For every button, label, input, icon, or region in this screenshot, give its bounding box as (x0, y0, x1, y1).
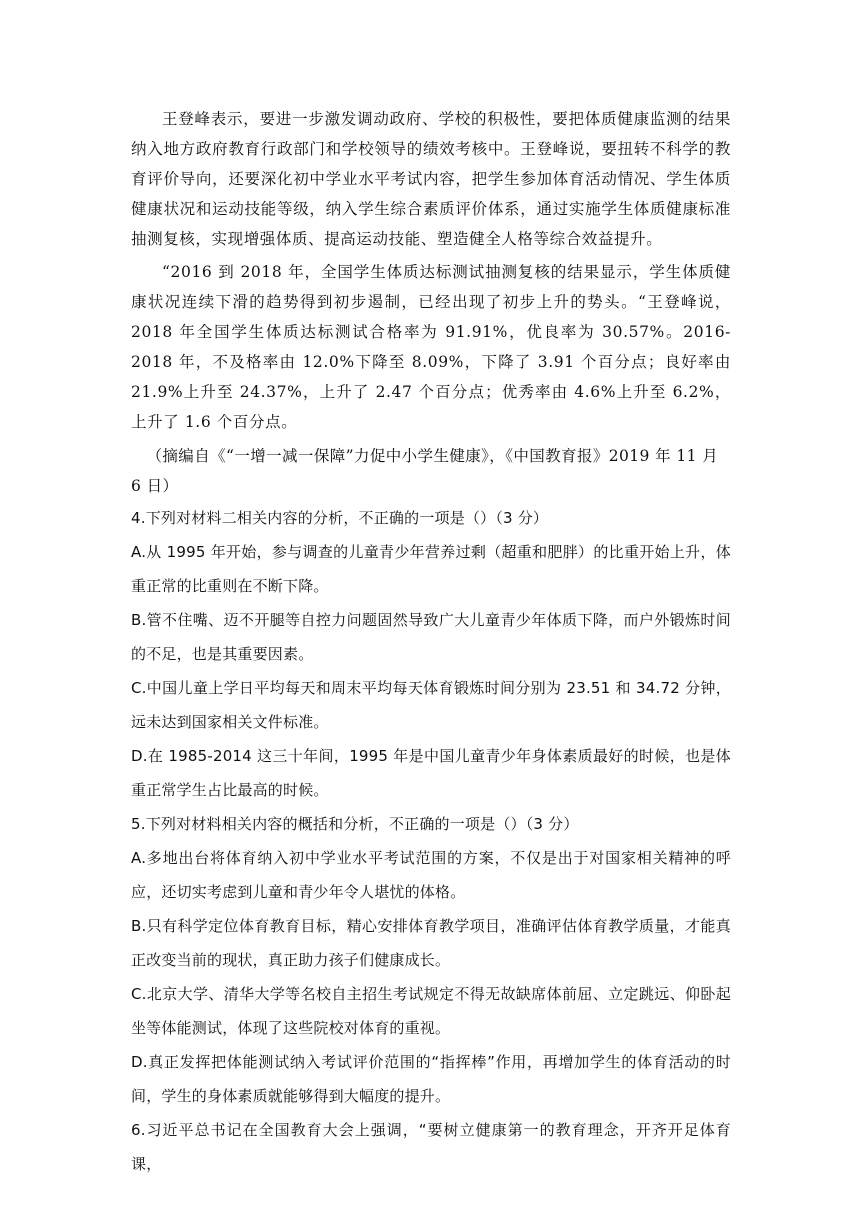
answer-option: A.多地出台将体育纳入初中学业水平考试范围的方案，不仅是出于对国家相关精神的呼应，还切实考虑到儿童和青少年令人堪忧的体格。 (131, 849, 731, 901)
answer-option: B.管不住嘴、迈不开腿等自控力问题固然导致广大儿童青少年体质下降，而户外锻炼时间的不足，也是其重要因素。 (131, 611, 731, 663)
question-stem: 5.下列对材料相关内容的概括和分析，不正确的一项是（）（3 分） (131, 815, 579, 833)
answer-option: A.从 1995 年开始，参与调查的儿童青少年营养过剩（超重和肥胖）的比重开始上升，体重正常的比重则在不断下降。 (131, 543, 731, 595)
answer-option: D.真正发挥把体能测试纳入考试评价范围的“指挥棒”作用，再增加学生的体育活动的时间，学生的身体素质就能够得到大幅度的提升。 (131, 1053, 731, 1105)
document-body (131, 104, 731, 1181)
answer-option: D.在 1985-2014 这三十年间，1995 年是中国儿童青少年身体素质最好的时候，也是体重正常学生占比最高的时候。 (131, 747, 731, 799)
question-stem: 6.习近平总书记在全国教育大会上强调，“要树立健康第一的教育理念，开齐开足体育课， (131, 1121, 731, 1173)
answer-option: B.只有科学定位体育教育目标，精心安排体育教学项目，准确评估体育教学质量，才能真正改变当前的现状，真正助力孩子们健康成长。 (131, 917, 731, 969)
answer-option: C.北京大学、清华大学等名校自主招生考试规定不得无故缺席体前屈、立定跳远、仰卧起坐等体能测试，体现了这些院校对体育的重视。 (131, 985, 731, 1037)
question-stem: 4.下列对材料二相关内容的分析，不正确的一项是（）（3 分） (131, 509, 549, 527)
body-paragraph: “2016 到 2018 年，全国学生体质达标测试抽测复核的结果显示，学生体质健康状况连续下滑的趋势得到初步遏制，已经出现了初步上升的势头。“王登峰说，2018 年全国学生体质达标测试合格率为 91.91%，优良率为 30.57%。2016-2018 年，不及格率由 12.0%下降至 8.09%，下降了 3.91 个百分点；良好率由 21.9%上升至 24.37%，上升了 2.47 个百分点；优秀率由 4.6%上升至 6.2%，上升了 1.6 个百分点。 (131, 263, 731, 431)
answer-option: C.中国儿童上学日平均每天和周末平均每天体育锻炼时间分别为 23.51 和 34.72 分钟，远未达到国家相关文件标准。 (131, 679, 731, 731)
source-citation: （摘编自《“一增一减一保障”力促中小学生健康》，《中国教育报》2019 年 11 月 6 日） (131, 447, 719, 495)
body-paragraph: 王登峰表示，要进一步激发调动政府、学校的积极性，要把体质健康监测的结果纳入地方政府教育行政部门和学校领导的绩效考核中。王登峰说，要扭转不科学的教育评价导向，还要深化初中学业水平考试内容，把学生参加体育活动情况、学生体质健康状况和运动技能等级，纳入学生综合素质评价体系，通过实施学生体质健康标准抽测复核，实现增强体质、提高运动技能、塑造健全人格等综合效益提升。 (131, 110, 731, 248)
